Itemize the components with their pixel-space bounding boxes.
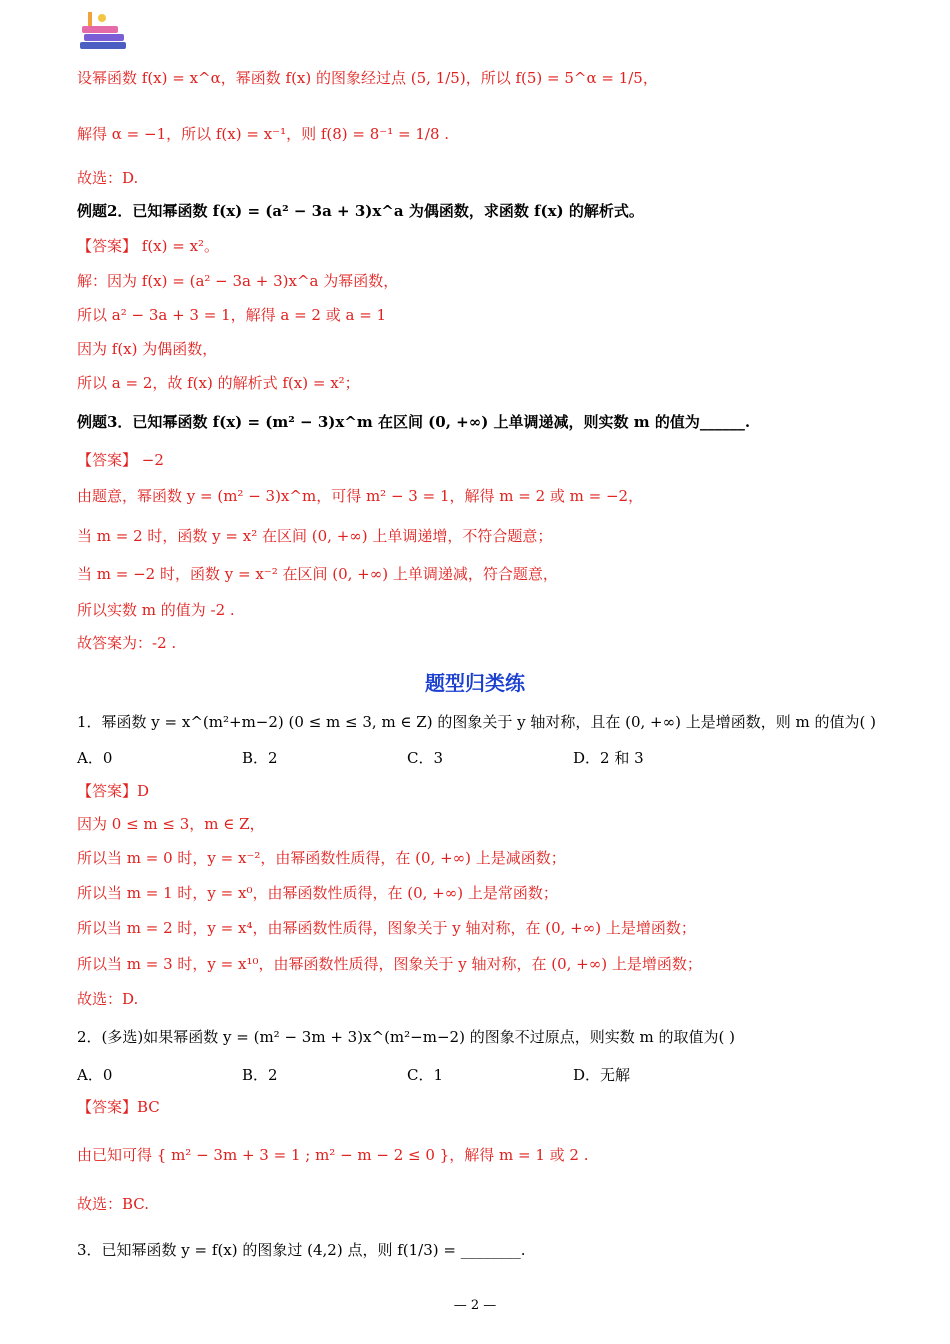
question-2: 2．(多选)如果幂函数 y = (m² − 3m + 3)x^(m²−m−2) 的图象不过原点，则实数 m 的取值为( ) [77, 1028, 735, 1046]
question-1-step-2: 所以当 m = 0 时，y = x⁻²，由幂函数性质得，在 (0, +∞) 上是减函数； [77, 849, 566, 867]
question-2-step-2: 故选：BC. [77, 1195, 150, 1213]
example-2-step-1: 解：因为 f(x) = (a² − 3a + 3)x^a 为幂函数， [77, 272, 399, 290]
solution-line-2: 解得 α = −1，所以 f(x) = x⁻¹，则 f(8) = 8⁻¹ = 1/8 . [77, 125, 450, 143]
question-1-step-6: 故选：D. [77, 990, 139, 1008]
question-1-answer: 【答案】D [77, 782, 150, 800]
example-2-answer: 【答案】 f(x) = x²。 [77, 237, 220, 255]
example-3-step-1: 由题意，幂函数 y = (m² − 3)x^m，可得 m² − 3 = 1，解得 m = 2 或 m = −2， [77, 487, 644, 505]
section-title: 题型归类练 [425, 671, 525, 695]
question-2-option-b: B．2 [242, 1066, 278, 1084]
example-3-step-3: 当 m = −2 时，函数 y = x⁻² 在区间 (0, +∞) 上单调递减，符合题意， [77, 565, 558, 583]
question-1-option-a: A．0 [77, 749, 113, 767]
question-1-step-5: 所以当 m = 3 时，y = x¹⁰，由幂函数性质得，图象关于 y 轴对称，在 (0, +∞) 上是增函数； [77, 955, 702, 973]
question-2-step-1: 由已知可得 { m² − 3m + 3 = 1 ; m² − m − 2 ≤ 0 }，解得 m = 1 或 2 . [77, 1146, 589, 1164]
question-2-option-c: C．1 [407, 1066, 444, 1084]
example-3-step-4: 所以实数 m 的值为 -2 . [77, 601, 235, 619]
question-1-option-b: B．2 [242, 749, 278, 767]
example-2-question: 例题2．已知幂函数 f(x) = (a² − 3a + 3)x^a 为偶函数，求函数 f(x) 的解析式。 [77, 202, 644, 220]
question-2-answer: 【答案】BC [77, 1098, 160, 1116]
example-3-question: 例题3．已知幂函数 f(x) = (m² − 3)x^m 在区间 (0, +∞) 上单调递减，则实数 m 的值为______. [77, 413, 751, 431]
books-stack-icon [78, 8, 130, 52]
question-1-step-4: 所以当 m = 2 时，y = x⁴，由幂函数性质得，图象关于 y 轴对称，在 (0, +∞) 上是增函数； [77, 919, 696, 937]
question-1: 1．幂函数 y = x^(m²+m−2) (0 ≤ m ≤ 3, m ∈ Z) 的图象关于 y 轴对称，且在 (0, +∞) 上是增函数，则 m 的值为( ) [77, 713, 876, 731]
example-2-step-2: 所以 a² − 3a + 3 = 1，解得 a = 2 或 a = 1 [77, 306, 387, 324]
question-1-step-3: 所以当 m = 1 时，y = x⁰，由幂函数性质得，在 (0, +∞) 上是常函数； [77, 884, 558, 902]
question-3: 3．已知幂函数 y = f(x) 的图象过 (4,2) 点，则 f(1/3) = ________. [77, 1241, 526, 1259]
solution-line-3: 故选：D. [77, 169, 139, 187]
example-2-step-3: 因为 f(x) 为偶函数， [77, 340, 218, 358]
example-2-step-4: 所以 a = 2，故 f(x) 的解析式 f(x) = x²； [77, 374, 360, 392]
question-2-option-d: D．无解 [573, 1066, 631, 1084]
question-2-option-a: A．0 [77, 1066, 113, 1084]
solution-line-1: 设幂函数 f(x) = x^α，幂函数 f(x) 的图象经过点 (5, 1/5)，所以 f(5) = 5^α = 1/5， [77, 69, 658, 87]
page-number: — 2 — [453, 1298, 497, 1313]
example-3-step-2: 当 m = 2 时，函数 y = x² 在区间 (0, +∞) 上单调递增，不符合题意； [77, 527, 553, 545]
question-1-step-1: 因为 0 ≤ m ≤ 3，m ∈ Z， [77, 815, 265, 833]
example-3-step-5: 故答案为：-2 . [77, 634, 177, 652]
question-1-option-d: D．2 和 3 [573, 749, 644, 767]
example-3-answer: 【答案】 −2 [77, 451, 164, 469]
question-1-option-c: C．3 [407, 749, 444, 767]
